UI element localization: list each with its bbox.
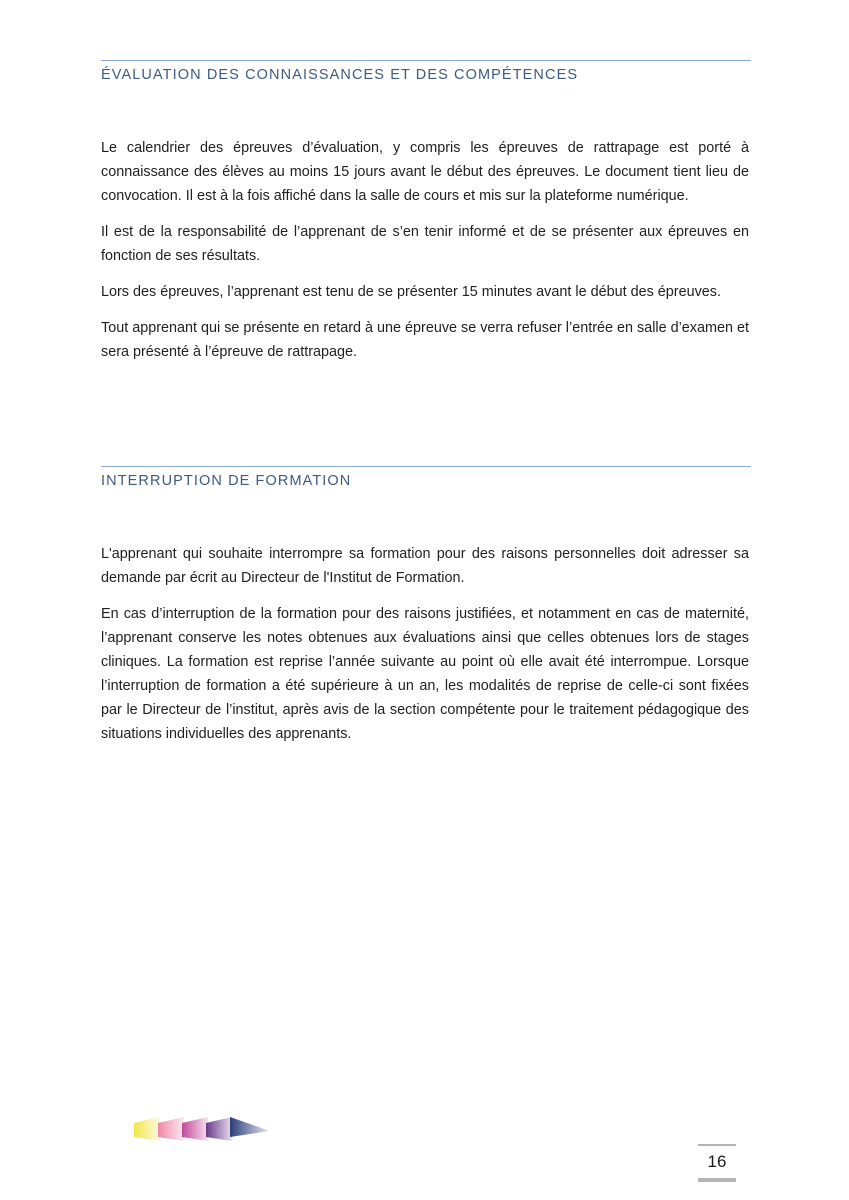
paragraph: En cas d’interruption de la formation pour des raisons justifiées, et notamment en cas de maternité, l’apprenant conserve les notes obtenues aux évaluations ainsi que celles obtenues lors de stages cliniques. La formation est reprise l’année suivante au point où elle avait été interrompue. Lorsque l’interruption de formation a été supérieure à un an, les modalités de reprise de celle-ci sont fixées par le Directeur de l’institut, après avis de la section compétente pour le traitement pédagogique des situations individuelles des apprenants. xyxy=(101,606,749,742)
page-number: 16 xyxy=(707,1152,727,1171)
logo-shape xyxy=(134,1117,160,1141)
page-number-bottom-bar xyxy=(698,1178,736,1182)
section-body xyxy=(101,136,749,364)
page-number-top-bar xyxy=(698,1144,736,1146)
page-number-box xyxy=(698,1144,736,1182)
paragraph: Tout apprenant qui se présente en retard à une épreuve se verra refuser l’entrée en salle d’examen et sera présenté à l’épreuve de rattrapage. xyxy=(101,320,749,360)
section-divider xyxy=(101,60,751,61)
section-evaluation xyxy=(101,60,749,376)
paragraph: Lors des épreuves, l’apprenant est tenu de se présenter 15 minutes avant le début des épreuves. xyxy=(101,284,721,300)
logo-shape xyxy=(206,1117,232,1141)
section-body xyxy=(101,542,749,746)
institute-logo xyxy=(134,1115,274,1145)
paragraph: Il est de la responsabilité de l’apprenant de s’en tenir informé et de se présenter aux épreuves en fonction de ses résultats. xyxy=(101,224,749,264)
logo-shape xyxy=(182,1117,208,1141)
section-interruption xyxy=(101,466,749,758)
section-divider xyxy=(101,466,751,467)
paragraph: Le calendrier des épreuves d’évaluation, y compris les épreuves de rattrapage est porté à connaissance des élèves au moins 15 jours avant le début des épreuves. Le document tient lieu de convocation. Il est à la fois affiché dans la salle de cours et mis sur la plateforme numérique. xyxy=(101,140,749,204)
section-title: INTERRUPTION DE FORMATION xyxy=(101,473,352,489)
section-title: ÉVALUATION DES CONNAISSANCES ET DES COMPÉTENCES xyxy=(101,67,579,83)
logo-shape xyxy=(230,1117,270,1137)
paragraph: L'apprenant qui souhaite interrompre sa formation pour des raisons personnelles doit adresser sa demande par écrit au Directeur de l'Institut de Formation. xyxy=(101,546,749,586)
logo-shape xyxy=(158,1117,184,1141)
